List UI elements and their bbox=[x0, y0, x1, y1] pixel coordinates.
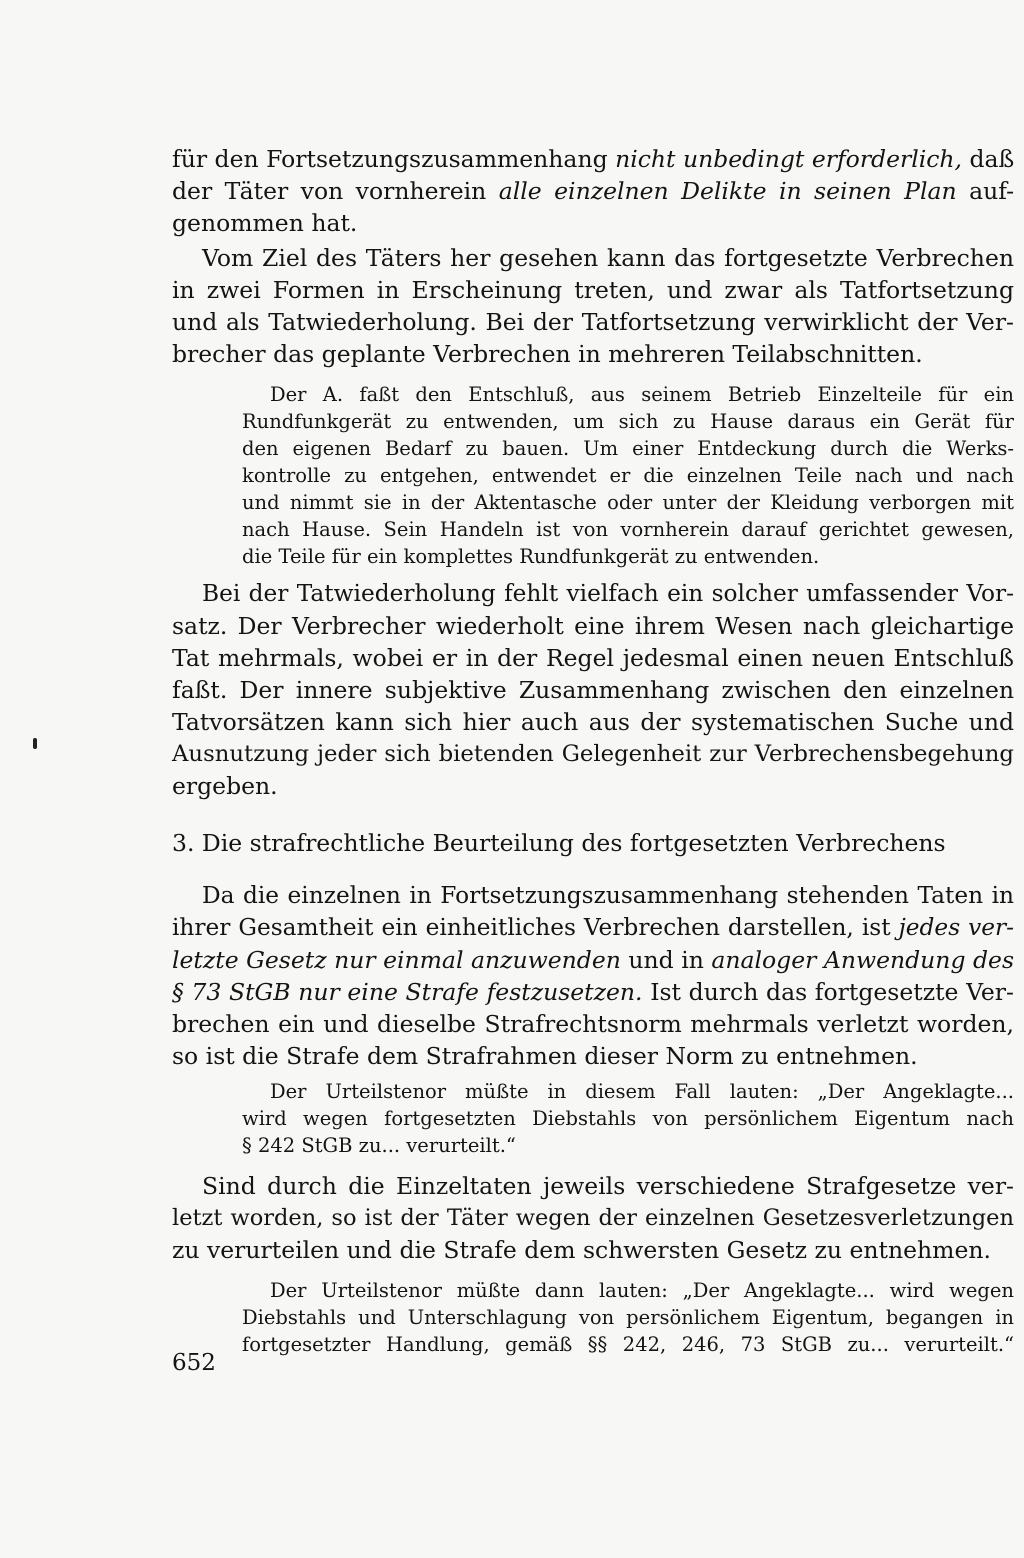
section-heading: 3. Die strafrechtliche Beurteilung des fortgesetzten Verbrechens bbox=[172, 829, 946, 857]
text-run: Ist durch das fortgesetzte Ver- bbox=[642, 978, 1014, 1006]
paragraph-line: Bei der Tatwiederholung fehlt vielfach ein solcher umfassender Vor- bbox=[202, 580, 1014, 607]
paragraph-line: brecher das geplante Verbrechen in mehreren Teilabschnitten. bbox=[172, 340, 923, 368]
paragraph-line: Tatvorsätzen kann sich hier auch aus der systematischen Suche und bbox=[172, 708, 1014, 736]
emphasis-text: letzte Gesetz nur einmal anzuwenden bbox=[172, 946, 621, 974]
example-line: den eigenen Bedarf zu bauen. Um einer Entdeckung durch die Werks- bbox=[242, 437, 1014, 460]
text-run: der Täter von vornherein bbox=[172, 177, 499, 205]
example-2 bbox=[242, 1078, 1014, 1159]
paragraph-5 bbox=[172, 1170, 1014, 1266]
paragraph-line bbox=[172, 976, 1014, 1008]
paragraph-line: in zwei Formen in Erscheinung treten, und zwar als Tatfortsetzung bbox=[172, 276, 1014, 304]
example-line: Diebstahls und Unterschlagung von persönlichem Eigentum, begangen in bbox=[242, 1306, 1014, 1329]
paragraph-line: brechen ein und dieselbe Strafrechtsnorm mehrmals verletzt worden, bbox=[172, 1010, 1014, 1038]
emphasis-text: jedes ver- bbox=[898, 914, 1015, 941]
text-run: für den Fortsetzungszusammenhang bbox=[172, 145, 616, 173]
paragraph-3 bbox=[172, 578, 1014, 802]
paragraph-1 bbox=[172, 143, 1014, 239]
paragraph-line: faßt. Der innere subjektive Zusammenhang zwischen den einzelnen bbox=[172, 676, 1014, 704]
example-line: wird wegen fortgesetzten Diebstahls von persönlichem Eigentum nach bbox=[242, 1107, 1014, 1130]
text-run: daß bbox=[962, 145, 1015, 173]
paragraph-line: so ist die Strafe dem Strafrahmen dieser Norm zu entnehmen. bbox=[172, 1042, 918, 1070]
paragraph-line bbox=[172, 175, 1014, 207]
example-line: die Teile für ein komplettes Rundfunkgerät zu entwenden. bbox=[242, 545, 820, 568]
paragraph-line: letzt worden, so ist der Täter wegen der einzelnen Gesetzesverletzungen bbox=[172, 1205, 1014, 1231]
paragraph-line: Tat mehrmals, wobei er in der Regel jedesmal einen neuen Entschluß bbox=[172, 644, 1014, 672]
paragraph-line bbox=[172, 143, 1014, 175]
paragraph-line: zu verurteilen und die Strafe dem schwersten Gesetz zu entnehmen. bbox=[172, 1236, 991, 1264]
paragraph-4 bbox=[172, 880, 1014, 1072]
example-1 bbox=[242, 381, 1014, 570]
paragraph-line: und als Tatwiederholung. Bei der Tatfortsetzung verwirklicht der Ver- bbox=[172, 308, 1014, 336]
paragraph-line: ergeben. bbox=[172, 772, 278, 800]
example-line: Der Urteilstenor müßte dann lauten: „Der Angeklagte... wird wegen bbox=[270, 1279, 1014, 1302]
paragraph-line: Sind durch die Einzeltaten jeweils verschiedene Strafgesetze ver- bbox=[202, 1172, 1014, 1200]
emphasis-text: analoger Anwendung des bbox=[711, 946, 1015, 974]
paragraph-line: satz. Der Verbrecher wiederholt eine ihrem Wesen nach gleichartige bbox=[172, 612, 1014, 640]
example-3 bbox=[242, 1277, 1014, 1358]
paragraph-line: Da die einzelnen in Fortsetzungszusammenhang stehenden Taten in bbox=[202, 882, 1014, 909]
page-number: 652 bbox=[172, 1350, 216, 1376]
example-line: nach Hause. Sein Handeln ist von vornherein darauf gerichtet gewesen, bbox=[242, 518, 1014, 541]
example-line: und nimmt sie in der Aktentasche oder unter der Kleidung verborgen mit bbox=[242, 491, 1014, 514]
emphasis-text: nicht unbedingt erforderlich, bbox=[615, 145, 963, 173]
text-run: und in bbox=[620, 946, 712, 974]
example-line: Der Urteilstenor müßte in diesem Fall lauten: „Der Angeklagte... bbox=[270, 1080, 1014, 1103]
emphasis-text: alle einzelnen Delikte in seinen Plan bbox=[498, 177, 957, 205]
paragraph-line: Ausnutzung jeder sich bietenden Gelegenheit zur Verbrechensbegehung bbox=[172, 741, 1014, 767]
paragraph-line: genommen hat. bbox=[172, 209, 358, 237]
example-line: fortgesetzter Handlung, gemäß §§ 242, 246, 73 StGB zu... verurteilt.“ bbox=[242, 1333, 1014, 1356]
paragraph-2 bbox=[172, 242, 1014, 370]
text-run: ihrer Gesamtheit ein einheitliches Verbrechen darstellen, ist bbox=[172, 914, 899, 941]
paragraph-line bbox=[172, 912, 1014, 944]
text-run: auf- bbox=[956, 177, 1015, 205]
scan-speck bbox=[33, 738, 37, 749]
example-line: Der A. faßt den Entschluß, aus seinem Betrieb Einzelteile für ein bbox=[270, 383, 1014, 406]
example-line: Rundfunkgerät zu entwenden, um sich zu Hause daraus ein Gerät für bbox=[242, 410, 1014, 433]
example-line: § 242 StGB zu... verurteilt.“ bbox=[242, 1134, 516, 1157]
emphasis-text: § 73 StGB nur eine Strafe festzusetzen. bbox=[172, 978, 643, 1006]
paragraph-line: Vom Ziel des Täters her gesehen kann das fortgesetzte Verbrechen bbox=[202, 244, 1014, 272]
paragraph-line bbox=[172, 944, 1014, 976]
example-line: kontrolle zu entgehen, entwendet er die einzelnen Teile nach und nach bbox=[242, 464, 1014, 487]
